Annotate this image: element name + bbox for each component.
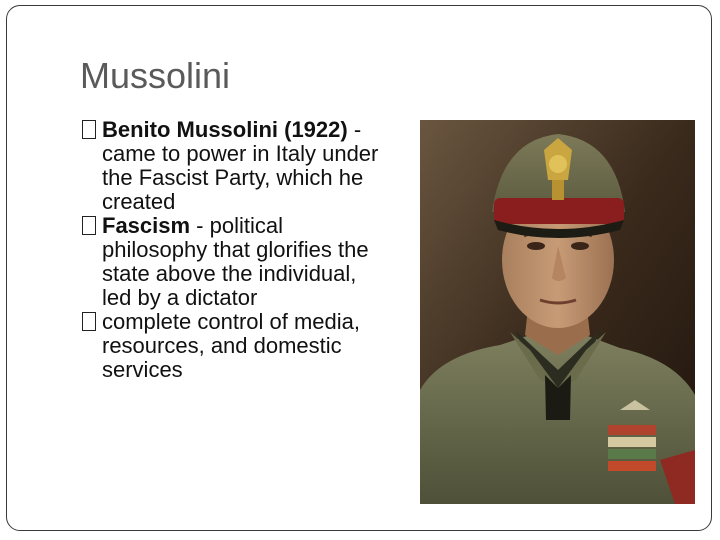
bullet-term: Benito Mussolini (1922): [102, 117, 348, 142]
bullet-marker-icon: [82, 216, 96, 235]
bullet-list: [82, 118, 382, 382]
bullet-term: Fascism: [102, 213, 191, 238]
bullet-item: [82, 214, 382, 310]
bullet-text: - political philosophy that glorifies the state above the individual, led by a dictator: [102, 213, 369, 310]
slide-title: Mussolini: [80, 55, 231, 96]
bullet-text: - came to power in Italy under the Fascist Party, which he created: [102, 117, 379, 214]
portrait-illustration: [420, 120, 695, 504]
bullet-item: [82, 310, 382, 382]
bullet-item: [82, 118, 382, 214]
portrait-image: [420, 120, 695, 504]
bullet-marker-icon: [82, 120, 96, 139]
bullet-marker-icon: [82, 312, 96, 331]
bullet-text: complete control of media, resources, and domestic services: [102, 309, 361, 382]
